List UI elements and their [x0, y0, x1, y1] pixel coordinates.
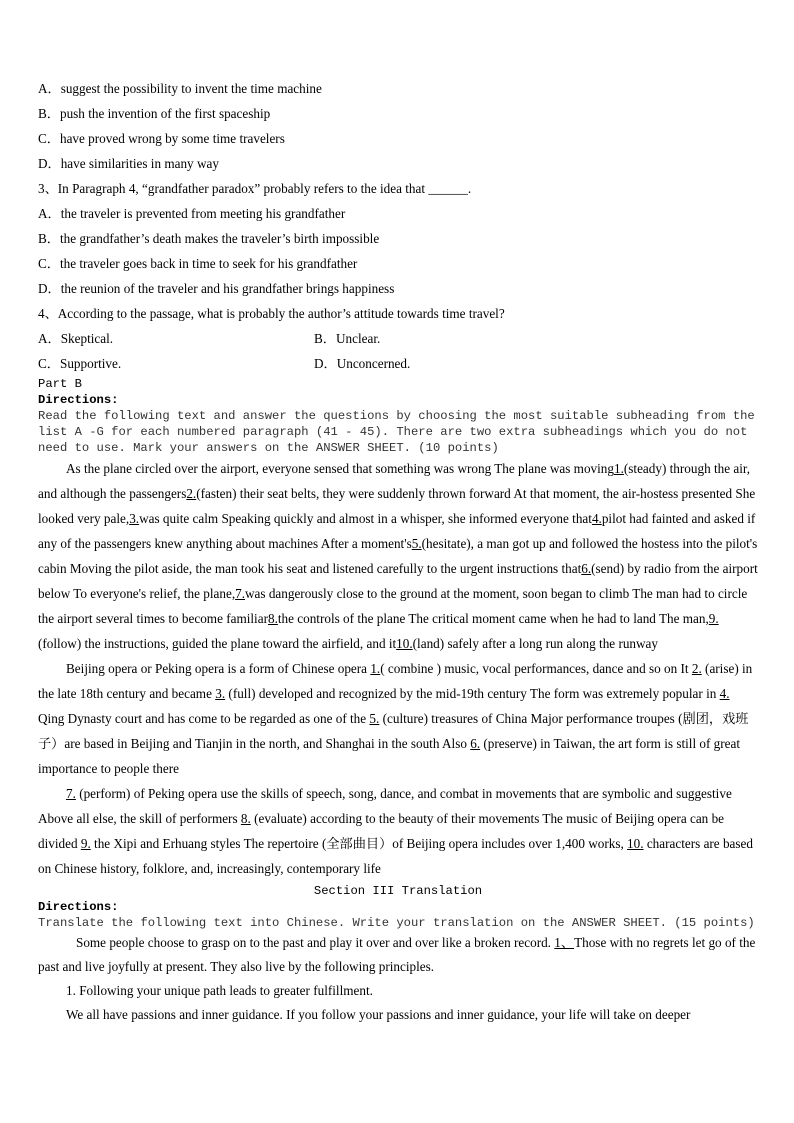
- blank-9: 9.: [708, 611, 719, 626]
- translation-mark-1: 1、: [554, 935, 575, 950]
- option-c: C．the traveler goes back in time to seek for his grandfather: [38, 256, 358, 271]
- option-b: B．the grandfather’s death makes the traveler’s birth impossible: [38, 231, 380, 246]
- option-b: B．push the invention of the first spaceship: [38, 106, 271, 121]
- translation-paragraph-1: Some people choose to grasp on to the past and play it over and over like a broken record. 1、Those with no regrets let go of the past and live joyfully at present. They also live by the following principles.: [38, 935, 756, 974]
- cloze-passage-plane: As the plane circled over the airport, everyone sensed that something was wrong The plane was moving1.(steady) through the air, and although the passengers2.(fasten) their seat belts, they were suddenly thrown forward At that moment, the air-hostess presented She looked very pale,3.was quite calm Speaking quickly and almost in a whisper, she informed everyone that4.pilot had fainted and asked if any of the passengers knew anything about machines After a moment's5.(hesitate), a man got up and followed the hostess into the pilot's cabin Moving the pilot aside, the man took his seat and listened carefully to the urgent instructions that6.(send) by radio from the airport below To everyone's relief, the plane,7.was dangerously close to the ground at the moment, soon began to climb The man had to circle the airport several times to become familiar8.the controls of the plane The critical moment came when he had to land The man,9.(follow) the instructions, guided the plane toward the airfield, and it10.(land) safely after a long run along the runway: [38, 461, 758, 651]
- translation-paragraph-2: 1. Following your unique path leads to greater fulfillment.: [66, 983, 373, 998]
- blank-1: 1.: [370, 661, 381, 676]
- blank-8: 8.: [240, 811, 251, 826]
- option-a: A．the traveler is prevented from meeting his grandfather: [38, 206, 346, 221]
- blank-8: 8.: [267, 611, 278, 626]
- option-c: C．Supportive.: [38, 356, 122, 371]
- options-row-1: [38, 326, 758, 351]
- question-3: [38, 176, 758, 301]
- blank-3: 3.: [215, 686, 226, 701]
- blank-7: 7.: [235, 586, 246, 601]
- option-a: A．suggest the possibility to invent the time machine: [38, 81, 322, 96]
- part-title: Part B: [38, 377, 82, 391]
- cloze-passage-opera-1: Beijing opera or Peking opera is a form of Chinese opera 1.( combine ) music, vocal performances, dance and so on It 2. (arise) in the late 18th century and became 3. (full) developed and recognized by the mid-19th century The form was extremely popular in 4. Qing Dynasty court and has come to be regarded as one of the 5. (culture) treasures of China Major performance troupes (剧团，戏班子）are based in Beijing and Tianjin in the north, and Shanghai in the south Also 6. (preserve) in Taiwan, the art form is still of great importance to people there: [38, 661, 753, 776]
- option-d: D．have similarities in many way: [38, 156, 219, 171]
- directions-text: Translate the following text into Chinese. Write your translation on the ANSWER SHEET. (15 points): [38, 916, 755, 930]
- question-stem: 4、According to the passage, what is probably the author’s attitude towards time travel?: [38, 306, 505, 321]
- directions-label: Directions:: [38, 900, 119, 914]
- q2-options: [38, 76, 758, 176]
- blank-1: 1.: [613, 461, 624, 476]
- blank-2: 2.: [186, 486, 197, 501]
- part-b: [38, 376, 758, 456]
- question-stem: 3、In Paragraph 4, “grandfather paradox” probably refers to the idea that ______.: [38, 181, 472, 196]
- option-b: B．Unclear.: [314, 331, 381, 346]
- blank-4: 4.: [591, 511, 602, 526]
- section-title: Section III Translation: [313, 884, 483, 898]
- question-4: [38, 301, 758, 376]
- options-row-2: [38, 351, 758, 376]
- option-d: D．the reunion of the traveler and his grandfather brings happiness: [38, 281, 395, 296]
- option-a: A．Skeptical.: [38, 331, 114, 346]
- blank-6: 6.: [581, 561, 592, 576]
- blank-3: 3.: [129, 511, 140, 526]
- blank-5: 5.: [411, 536, 422, 551]
- translation-paragraph-3: We all have passions and inner guidance. If you follow your passions and inner guidance, your life will take on deeper: [66, 1007, 691, 1022]
- document-page: [38, 76, 758, 1027]
- option-d: D．Unconcerned.: [314, 356, 411, 371]
- blank-7: 7.: [66, 786, 76, 801]
- blank-4: 4.: [719, 686, 730, 701]
- directions-label: Directions:: [38, 393, 119, 407]
- blank-9: 9.: [80, 836, 91, 851]
- blank-10: 10.: [396, 636, 413, 651]
- blank-2: 2.: [691, 661, 702, 676]
- section-3: [38, 883, 758, 1027]
- cloze-passage-opera-2: 7. (perform) of Peking opera use the skills of speech, song, dance, and combat in movements that are symbolic and suggestive Above all else, the skill of performers 8. (evaluate) according to the beauty of their movements The music of Beijing opera can be divided 9. the Xipi and Erhuang styles The repertoire (全部曲目）of Beijing opera includes over 1,400 works, 10. characters are based on Chinese history, folklore, and, increasingly, contemporary life: [38, 786, 753, 876]
- blank-5: 5.: [369, 711, 380, 726]
- directions-text: Read the following text and answer the questions by choosing the most suitable subheading from the list A -G for each numbered paragraph (41 - 45). There are two extra subheadings which you do not need to use. Mark your answers on the ANSWER SHEET. (10 points): [38, 409, 755, 455]
- blank-10: 10.: [627, 836, 644, 851]
- blank-6: 6.: [470, 736, 481, 751]
- option-c: C．have proved wrong by some time travelers: [38, 131, 285, 146]
